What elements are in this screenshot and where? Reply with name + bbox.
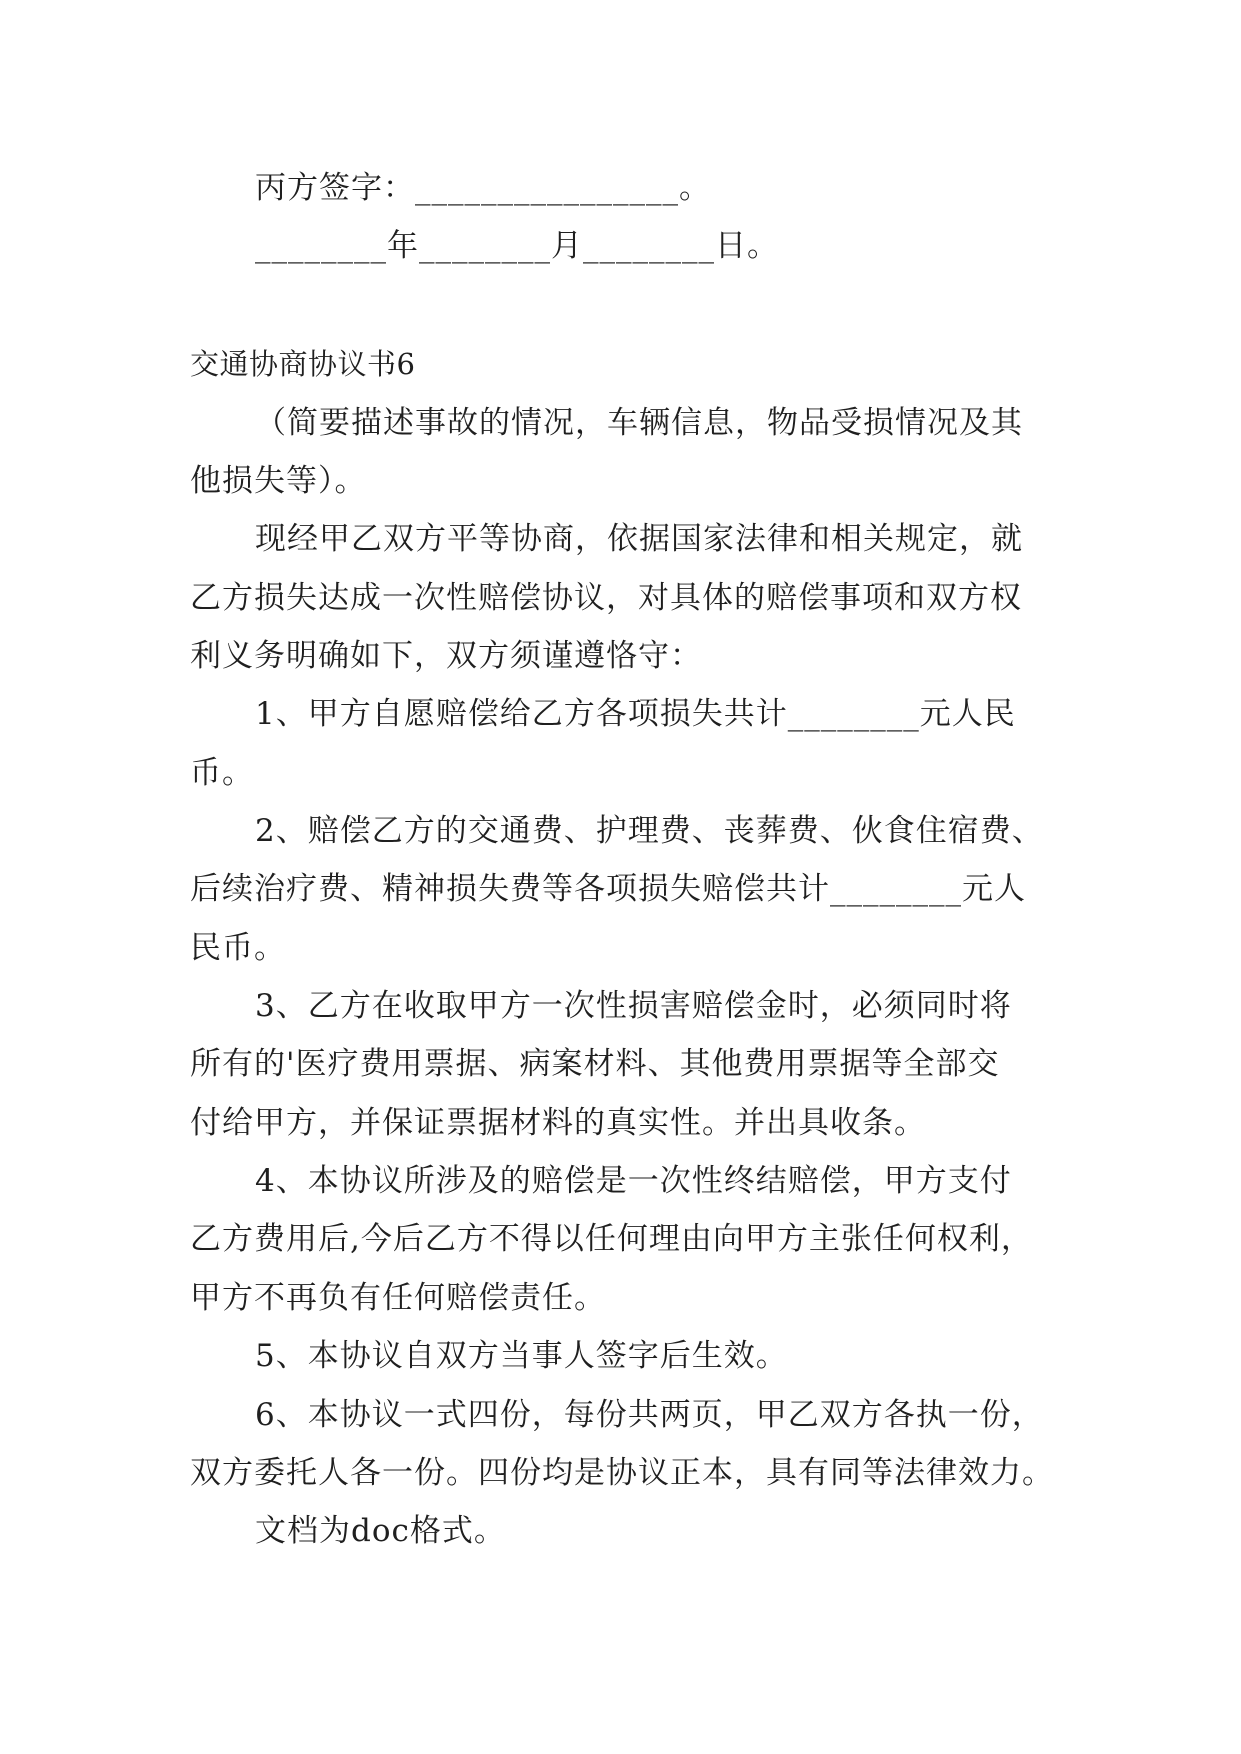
paragraph-line: 现经甲乙双方平等协商，依据国家法律和相关规定，就 [255,521,1023,557]
paragraph-line: 1、甲方自愿赔偿给乙方各项损失共计________元人民 [255,696,1016,732]
paragraph-line: 甲方不再负有任何赔偿责任。 [190,1280,606,1316]
date-line: ________年________月________日。 [255,228,779,264]
paragraph-line: 双方委托人各一份。四份均是协议正本，具有同等法律效力。 [190,1455,1054,1491]
document-title: 交通协商协议书6 [190,347,416,381]
paragraph-line: 文档为doc格式。 [255,1513,506,1549]
paragraph-line: 4、本协议所涉及的赔偿是一次性终结赔偿，甲方支付 [255,1163,1012,1199]
paragraph-line: 他损失等）。 [190,463,367,499]
paragraph-line: 所有的'医疗费用票据、病案材料、其他费用票据等全部交 [190,1046,1000,1082]
paragraph-line: 后续治疗费、精神损失费等各项损失赔偿共计________元人 [190,871,1026,907]
paragraph-line: 乙方费用后,今后乙方不得以任何理由向甲方主张任何权利， [190,1221,1033,1257]
paragraph-line: 2、赔偿乙方的交通费、护理费、丧葬费、伙食住宿费、 [255,813,1044,849]
paragraph-line: 利义务明确如下，双方须谨遵恪守： [190,638,702,674]
paragraph-line: 乙方损失达成一次性赔偿协议，对具体的赔偿事项和双方权 [190,580,1022,616]
paragraph-line: 币。 [190,755,254,791]
paragraph-line: 付给甲方，并保证票据材料的真实性。并出具收条。 [190,1105,926,1141]
paragraph-line: 3、乙方在收取甲方一次性损害赔偿金时，必须同时将 [255,988,1012,1024]
paragraph-line: 民币。 [190,930,286,966]
paragraph-line: （简要描述事故的情况，车辆信息，物品受损情况及其 [255,405,1023,441]
paragraph-line: 6、本协议一式四份，每份共两页，甲乙双方各执一份， [255,1397,1044,1433]
signature-line: 丙方签字：________________。 [255,170,711,206]
paragraph-line: 5、本协议自双方当事人签字后生效。 [255,1338,788,1374]
